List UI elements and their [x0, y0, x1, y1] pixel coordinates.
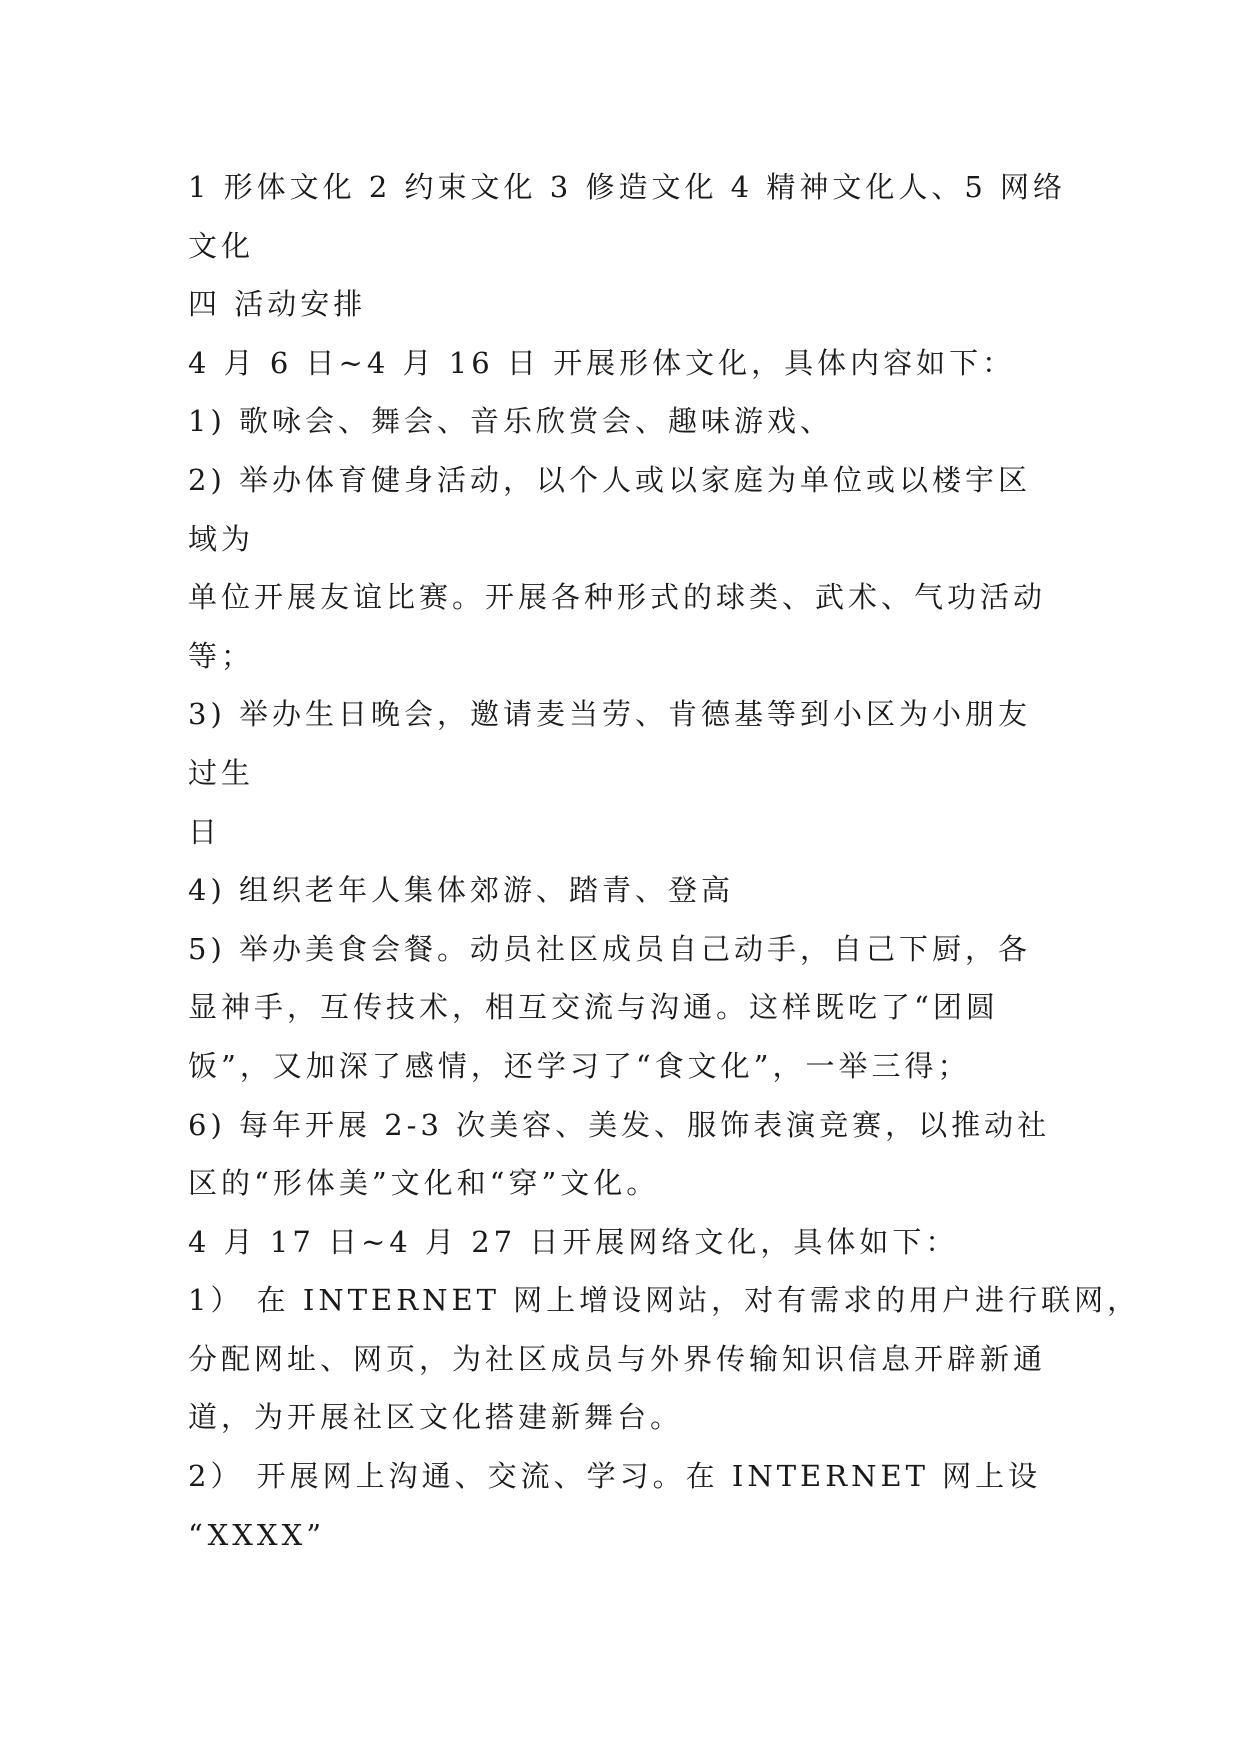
text-line: “XXXX” [188, 1517, 326, 1552]
text-line: 2) 举办体育健身活动，以个人或以家庭为单位或以楼宇区 [188, 462, 1031, 497]
text-line: 1 形体文化 2 约束文化 3 修造文化 4 精神文化人、5 网络 [188, 170, 1067, 204]
text-line: 2） 开展网上沟通、交流、学习。在 INTERNET 网上设 [188, 1459, 1042, 1494]
text-line: 饭”，又加深了感情，还学习了“食文化”，一举三得； [188, 1048, 971, 1083]
text-line: 4 月 6 日~4 月 16 日 开展形体文化，具体内容如下： [188, 345, 1016, 380]
document-body [188, 158, 1141, 1564]
text-line: 6) 每年开展 2-3 次美容、美发、服饰表演竞赛，以推动社 [188, 1107, 1051, 1142]
text-line: 4 月 17 日~4 月 27 日开展网络文化，具体如下： [188, 1224, 959, 1259]
text-line: 显神手，互传技术，相互交流与沟通。这样既吃了“团圆 [188, 990, 999, 1025]
text-line: 道，为开展社区文化搭建新舞台。 [188, 1400, 684, 1435]
text-line: 过生 [188, 755, 255, 790]
text-line: 分配网址、网页，为社区成员与外界传输知识信息开辟新通 [188, 1341, 1047, 1376]
text-line: 日 [188, 814, 222, 849]
text-line: 区的“形体美”文化和“穿”文化。 [188, 1166, 660, 1201]
text-line: 5) 举办美食会餐。动员社区成员自己动手，自己下厨，各 [188, 931, 1031, 966]
text-line: 文化 [188, 228, 255, 263]
text-line: 1) 歌咏会、舞会、音乐欣赏会、趣味游戏、 [188, 404, 833, 439]
text-line: 4) 组织老年人集体郊游、踏青、登高 [188, 873, 734, 908]
text-line: 等； [188, 638, 255, 673]
text-line: 3) 举办生日晚会，邀请麦当劳、肯德基等到小区为小朋友 [188, 697, 1031, 732]
text-line: 域为 [188, 521, 255, 556]
text-line: 1） 在 INTERNET 网上增设网站，对有需求的用户进行联网， [188, 1283, 1141, 1318]
section-heading: 四 活动安排 [188, 287, 367, 322]
text-line: 单位开展友谊比赛。开展各种形式的球类、武术、气功活动 [188, 580, 1047, 615]
